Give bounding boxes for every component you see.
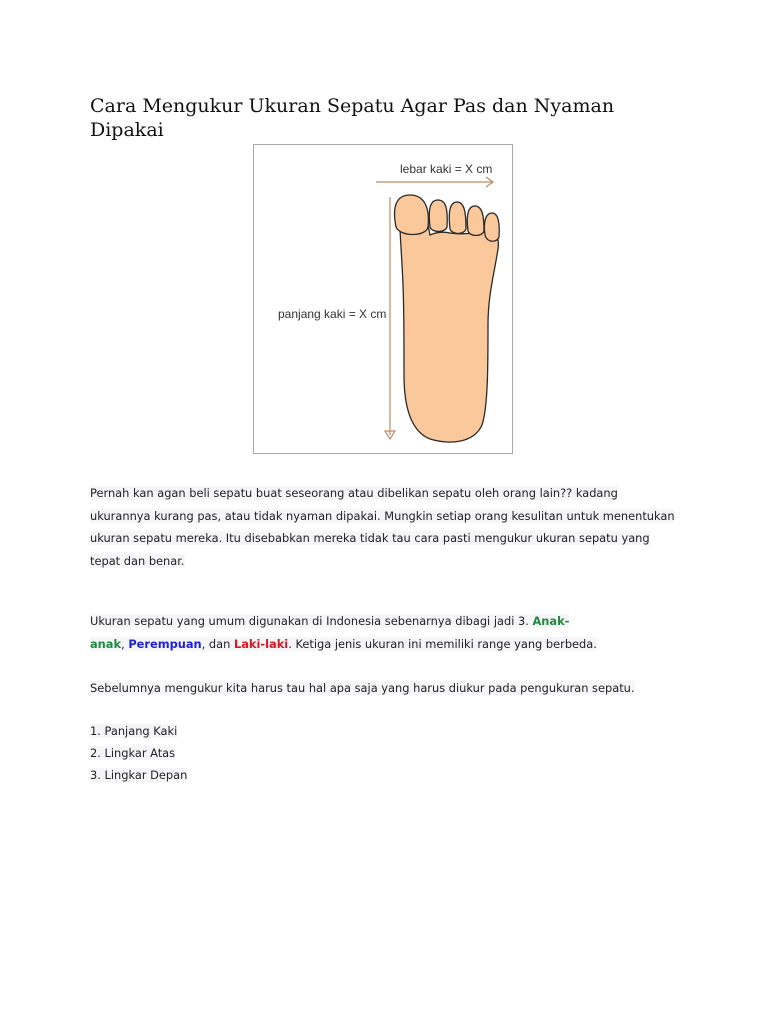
category-anak-part2: anak bbox=[90, 636, 122, 651]
measurement-list bbox=[90, 720, 690, 786]
toe-2 bbox=[429, 200, 447, 232]
intro-line-3: ukuran sepatu mereka. Itu disebabkan mereka tidak tau cara pasti mengukur ukuran sepatu yang bbox=[90, 531, 650, 545]
categories-intro: Ukuran sepatu yang umum digunakan di Indonesia sebenarnya dibagi jadi 3. bbox=[90, 614, 533, 628]
category-anak-part1: Anak- bbox=[532, 614, 570, 628]
intro-line-1: Pernah kan agan beli sepatu buat seseorang atau dibelikan sepatu oleh orang lain?? kadang bbox=[90, 486, 618, 500]
article bbox=[90, 94, 690, 782]
before-measuring-paragraph bbox=[90, 677, 690, 700]
little-toe bbox=[484, 213, 499, 241]
foot-measurement-figure bbox=[253, 144, 513, 454]
length-label: panjang kaki = X cm bbox=[278, 307, 387, 321]
list-item-text: 2. Lingkar Atas bbox=[90, 746, 176, 760]
toe-4 bbox=[467, 206, 484, 236]
categories-sep1: , bbox=[121, 636, 129, 651]
before-measuring-text: Sebelumnya mengukur kita harus tau hal apa saja yang harus diukur pada pengukuran sepatu. bbox=[90, 681, 635, 695]
category-laki-laki: Laki-laki bbox=[233, 636, 289, 651]
list-item bbox=[90, 764, 690, 786]
width-label: lebar kaki = X cm bbox=[400, 162, 493, 176]
categories-paragraph bbox=[90, 610, 690, 655]
categories-sep2: , dan bbox=[201, 636, 234, 651]
list-item bbox=[90, 742, 690, 764]
intro-paragraph bbox=[90, 482, 690, 572]
list-item bbox=[90, 720, 690, 742]
intro-line-4: tepat dan benar. bbox=[90, 553, 185, 568]
article-title: Cara Mengukur Ukuran Sepatu Agar Pas dan Nyaman Dipakai bbox=[90, 95, 615, 141]
categories-outro: . Ketiga jenis ukuran ini memiliki range yang berbeda. bbox=[288, 636, 597, 651]
list-item-text: 1. Panjang Kaki bbox=[90, 724, 178, 738]
foot-diagram bbox=[254, 145, 512, 453]
category-perempuan: Perempuan bbox=[128, 636, 202, 651]
toe-3 bbox=[449, 202, 466, 234]
intro-line-2: ukurannya kurang pas, atau tidak nyaman dipakai. Mungkin setiap orang kesulitan untuk menentukan bbox=[90, 508, 675, 523]
big-toe bbox=[395, 195, 429, 235]
list-item-text: 3. Lingkar Depan bbox=[90, 768, 188, 782]
